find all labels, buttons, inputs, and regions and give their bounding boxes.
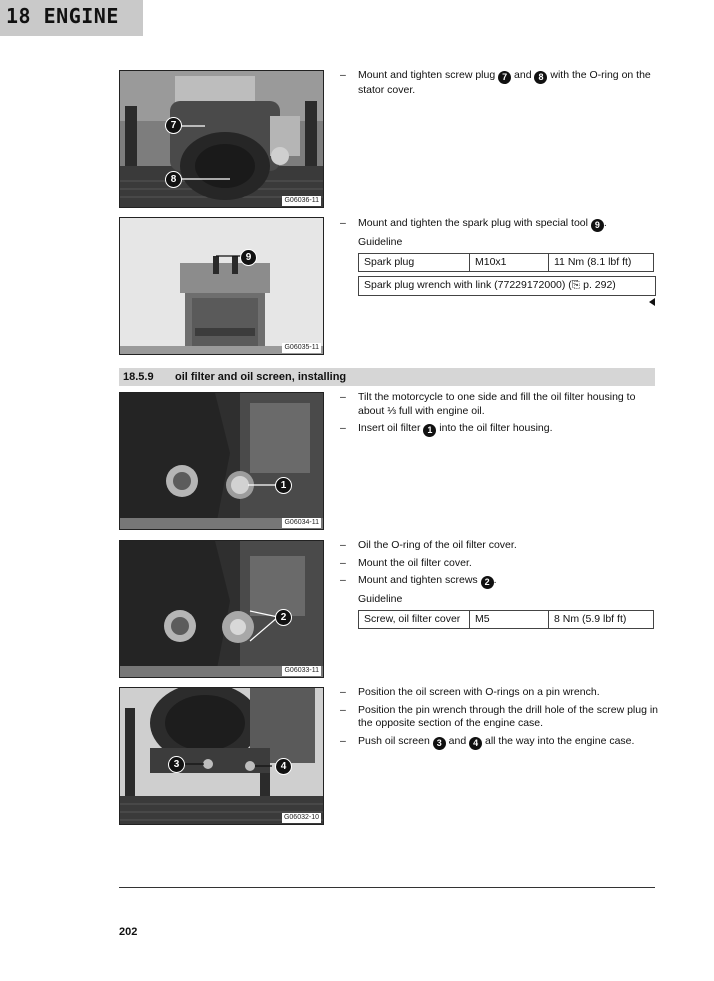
spec-thread: M10x1 (470, 253, 549, 272)
badge-8: 8 (534, 71, 547, 84)
spec-torque: 8 Nm (5.9 lbf ft) (549, 610, 654, 629)
badge-9: 9 (591, 219, 604, 232)
callout-1: 1 (275, 477, 292, 494)
page-number: 202 (119, 926, 138, 938)
step: – Push oil screen 3 and 4 all the way into the engine case. (340, 734, 635, 748)
step: – Position the oil screen with O-rings on a pin wrench. (340, 686, 600, 698)
end-of-step-icon (649, 298, 655, 306)
chapter-title: 18 ENGINE (0, 0, 143, 36)
steps-stator-cover (340, 69, 658, 102)
spec-thread: M5 (470, 610, 549, 629)
oil-filter-housing-illustration (120, 393, 324, 530)
steps-oil-screen (340, 686, 658, 754)
engine-photo-illustration (120, 71, 324, 208)
section-heading (119, 368, 655, 386)
badge-7: 7 (498, 71, 511, 84)
steps-oil-filter (340, 391, 658, 441)
spec-name: Screw, oil filter cover (359, 610, 470, 629)
section-number: 18.5.9 (123, 371, 154, 383)
step: – Mount and tighten screws 2 . (340, 574, 497, 587)
torque-spec-table (358, 253, 654, 273)
callout-4: 4 (275, 758, 292, 775)
figure-code: G06035-11 (284, 344, 319, 351)
step: – Mount and tighten the spark plug with special tool 9 . (340, 217, 607, 230)
spec-name: Spark plug (359, 253, 470, 272)
photo-oil-filter-cover (119, 540, 324, 678)
callout-9: 9 (240, 249, 257, 266)
figure-code: G06036-11 (284, 197, 319, 204)
callout-7: 7 (165, 117, 182, 134)
figure-code: G06033-11 (284, 667, 319, 674)
step: – Mount the oil filter cover. (340, 556, 472, 569)
step: – Insert oil filter 1 into the oil filter housing. (340, 422, 553, 435)
badge-4: 4 (469, 737, 482, 750)
photo-oil-filter (119, 392, 324, 530)
photo-stator-cover (119, 70, 324, 208)
photo-spark-plug (119, 217, 324, 355)
engine-case-illustration (120, 688, 324, 825)
steps-spark-plug (340, 217, 658, 296)
step: – Tilt the motorcycle to one side and fill the oil filter housing to about ⅓ full with engine oil. (340, 391, 636, 417)
callout-3: 3 (168, 756, 185, 773)
guideline-label: Guideline (358, 236, 403, 248)
step: – Mount and tighten screw plug 7 and 8 with the O-ring on the stator cover. (340, 69, 651, 96)
badge-2: 2 (481, 576, 494, 589)
figure-code: G06032-10 (283, 814, 319, 821)
cylinder-head-illustration (120, 218, 324, 355)
section-title: oil filter and oil screen, installing (175, 371, 347, 383)
badge-3: 3 (433, 737, 446, 750)
spec-torque: 11 Nm (8.1 lbf ft) (549, 253, 654, 272)
badge-1: 1 (423, 424, 436, 437)
steps-oil-filter-cover (340, 539, 658, 629)
guideline-label: Guideline (358, 593, 403, 605)
step: – Position the pin wrench through the drill hole of the screw plug in the opposite section of the engine case. (340, 703, 659, 729)
footer-divider (119, 887, 655, 888)
special-tool-reference: Spark plug wrench with link (77229172000) (⎘ p. 292) (358, 276, 656, 296)
step: – Oil the O-ring of the oil filter cover. (340, 539, 517, 551)
photo-oil-screen (119, 687, 324, 825)
oil-filter-cover-illustration (120, 541, 324, 678)
figure-code: G06034-11 (284, 519, 319, 526)
callout-8: 8 (165, 171, 182, 188)
torque-spec-table (358, 610, 654, 630)
callout-2: 2 (275, 609, 292, 626)
